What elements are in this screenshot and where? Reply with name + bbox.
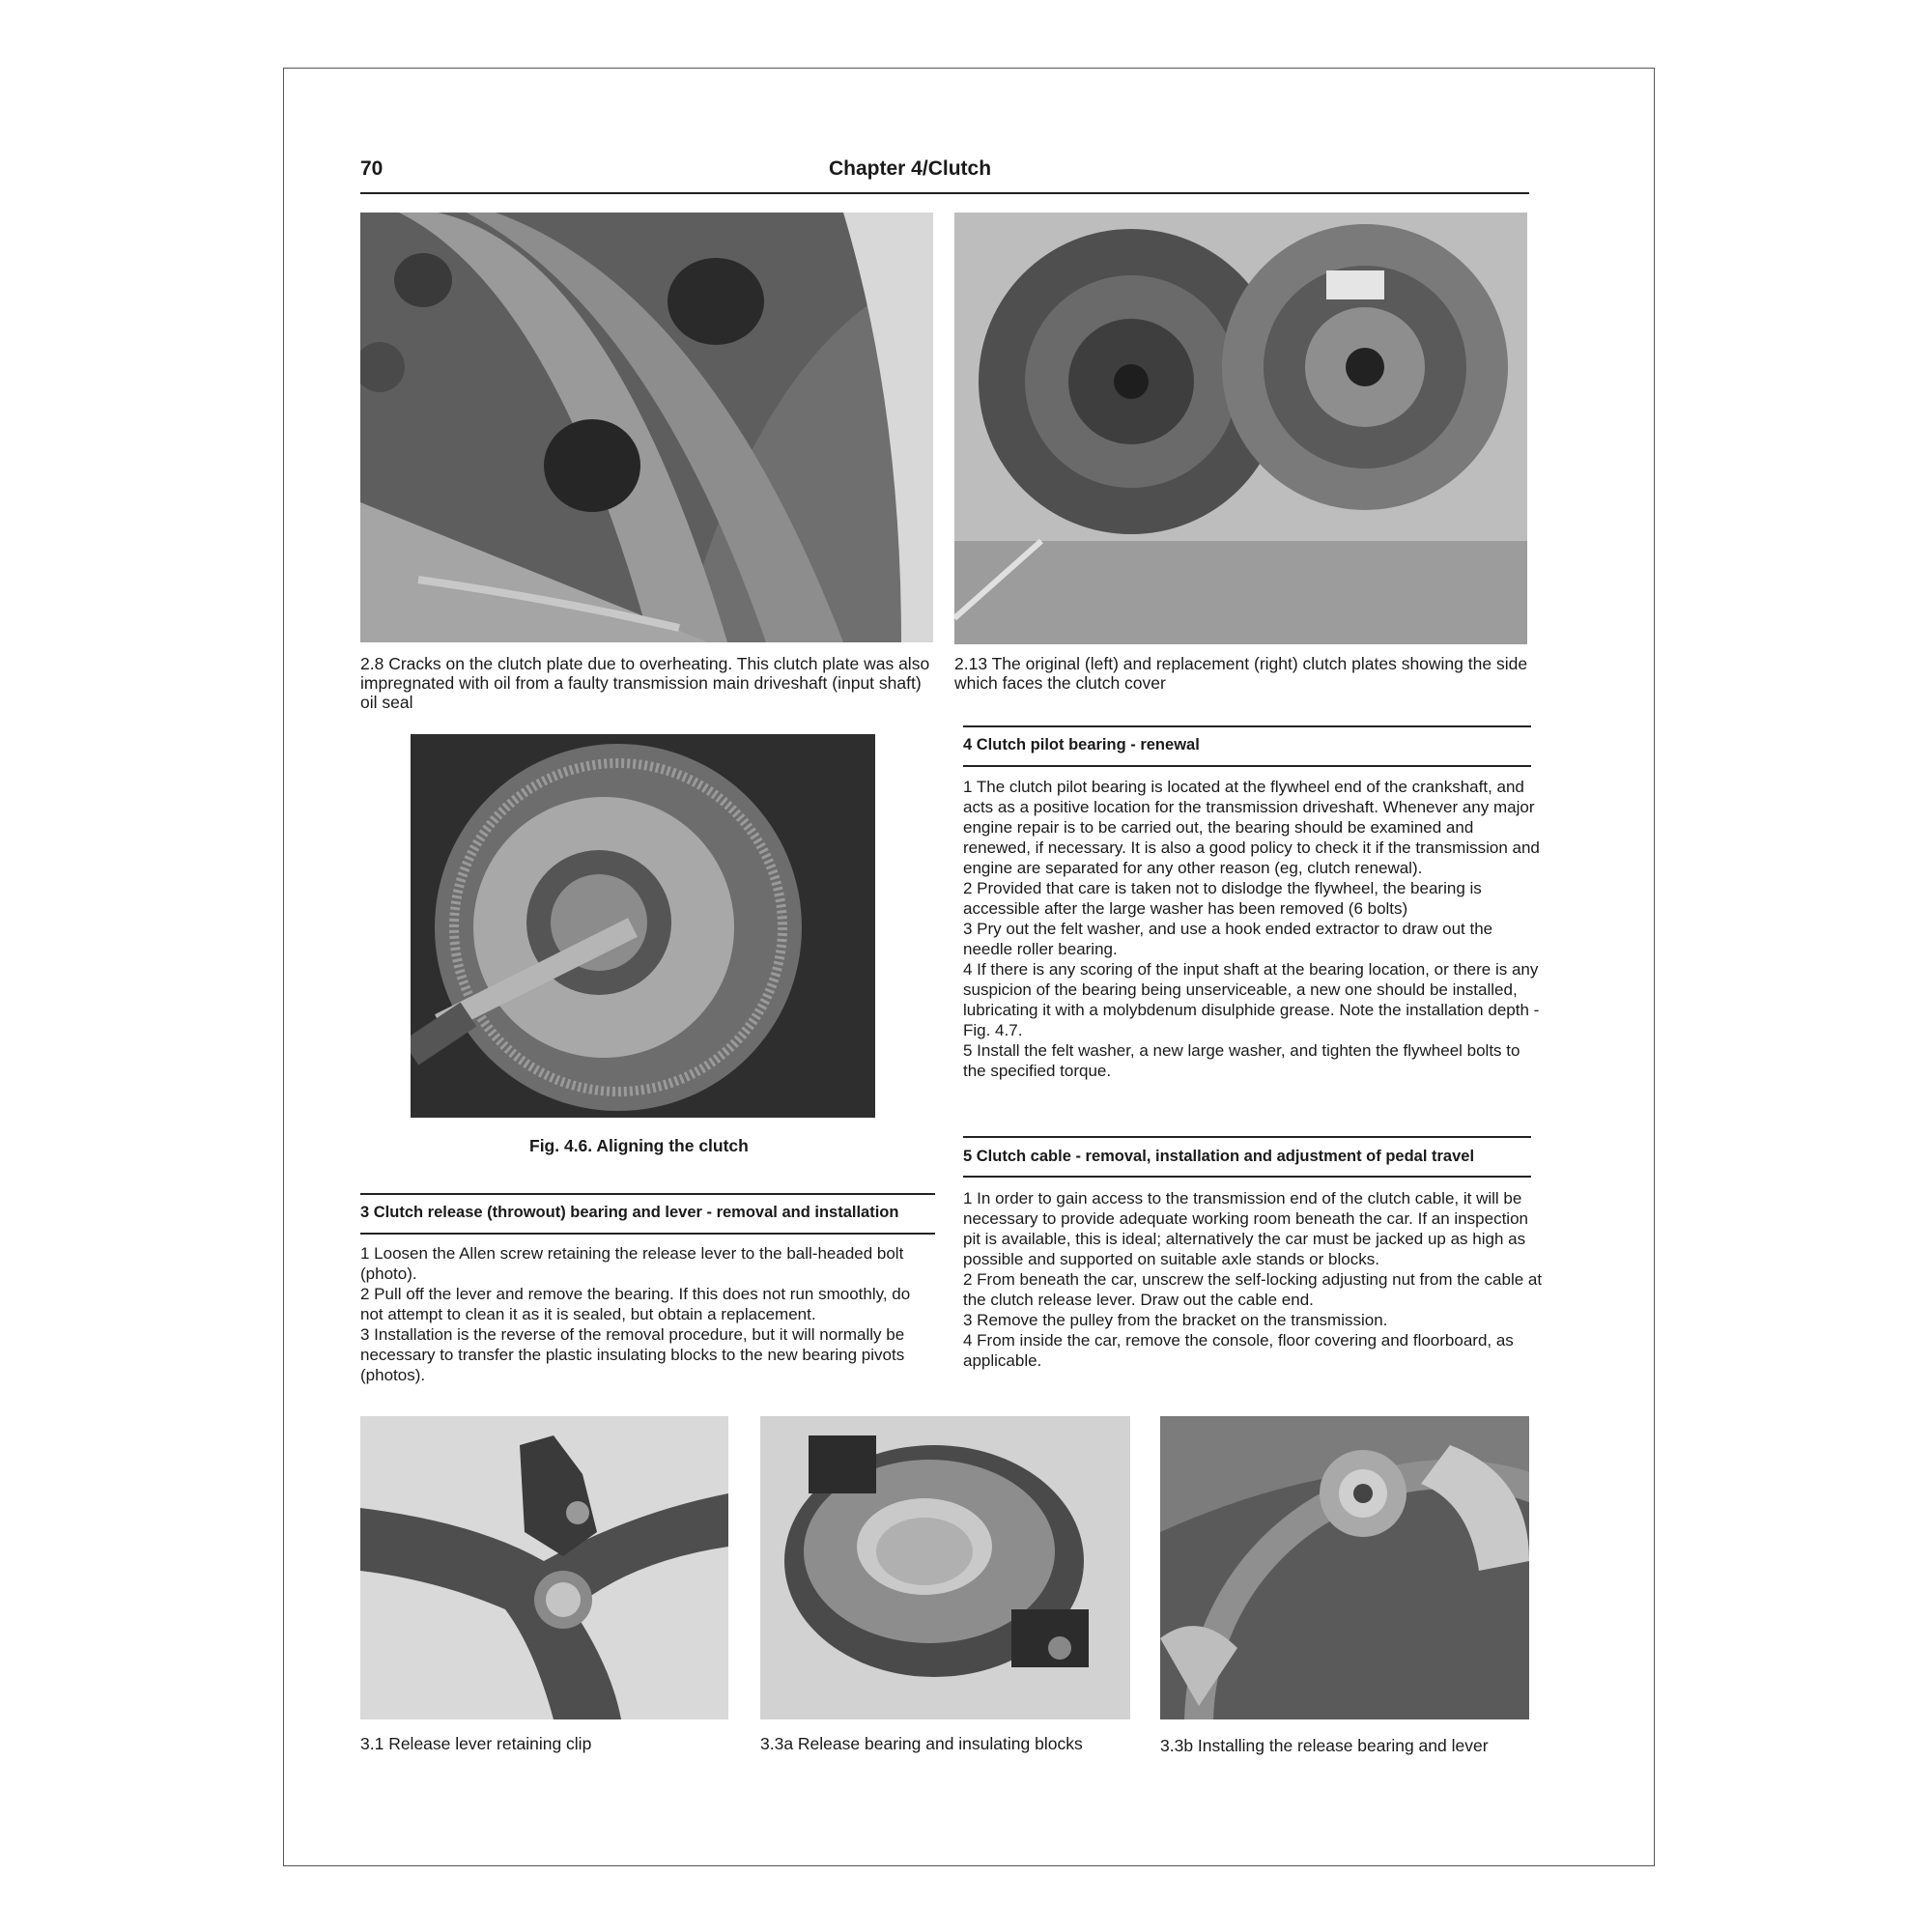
section3-heading: 3 Clutch release (throwout) bearing and lever - removal and installation bbox=[360, 1204, 899, 1221]
section5-paragraph: 4 From inside the car, remove the console, floor covering and floorboard, as applicable. bbox=[963, 1331, 1514, 1370]
photo-2-8-clutch-plate-cracks bbox=[360, 213, 933, 642]
section4-paragraph: 1 The clutch pilot bearing is located at the flywheel end of the crankshaft, and acts as a positive location for the transmission driveshaft. Whenever any major engine repair is to be carried out, the bearing should be examined and renewed, if necessary. It is also a good policy to check it if the transmission and engine are separated for any other reason (eg, clutch renewal). bbox=[963, 778, 1540, 877]
photo-3-3b-installing-bearing bbox=[1160, 1416, 1529, 1719]
photo-3-3a-release-bearing bbox=[760, 1416, 1130, 1719]
section3-top-rule bbox=[360, 1193, 935, 1195]
section5-paragraph: 2 From beneath the car, unscrew the self-locking adjusting nut from the cable at the clutch release lever. Draw out the cable end. bbox=[963, 1270, 1543, 1309]
section3-body bbox=[360, 1243, 930, 1385]
section3-bottom-rule bbox=[360, 1233, 935, 1235]
section4-heading: 4 Clutch pilot bearing - renewal bbox=[963, 736, 1200, 753]
chapter-title: Chapter 4/Clutch bbox=[829, 157, 992, 180]
caption-3-3a: 3.3a Release bearing and insulating blocks bbox=[760, 1734, 1083, 1753]
section4-paragraph: 5 Install the felt washer, a new large washer, and tighten the flywheel bolts to the specified torque. bbox=[963, 1041, 1520, 1080]
section4-bottom-rule bbox=[963, 765, 1531, 767]
section5-heading: 5 Clutch cable - removal, installation and adjustment of pedal travel bbox=[963, 1148, 1475, 1165]
photo-3-1-release-lever-clip bbox=[360, 1416, 728, 1719]
section5-body bbox=[963, 1188, 1543, 1371]
section5-paragraph: 3 Remove the pulley from the bracket on the transmission. bbox=[963, 1311, 1388, 1329]
section3-paragraph: 3 Installation is the reverse of the removal procedure, but it will normally be necessary to transfer the plastic insulating blocks to the new bearing pivots (photos). bbox=[360, 1325, 905, 1384]
caption-2-8: 2.8 Cracks on the clutch plate due to overheating. This clutch plate was also impregnated with oil from a faulty transmission main driveshaft (input shaft) oil seal bbox=[360, 654, 930, 712]
photo-2-13-clutch-plates bbox=[954, 213, 1527, 644]
caption-3-1: 3.1 Release lever retaining clip bbox=[360, 1734, 592, 1753]
section4-body bbox=[963, 777, 1543, 1081]
section3-paragraph: 2 Pull off the lever and remove the bearing. If this does not run smoothly, do not attempt to clean it as it is sealed, but obtain a replacement. bbox=[360, 1285, 911, 1323]
section3-paragraph: 1 Loosen the Allen screw retaining the release lever to the ball-headed bolt (photo). bbox=[360, 1244, 904, 1283]
caption-fig-4-6: Fig. 4.6. Aligning the clutch bbox=[529, 1136, 749, 1155]
header-rule bbox=[360, 192, 1529, 194]
section5-bottom-rule bbox=[963, 1176, 1531, 1178]
figure-4-6-clutch-alignment bbox=[411, 734, 875, 1118]
section5-paragraph: 1 In order to gain access to the transmission end of the clutch cable, it will be necessary to provide adequate working room beneath the car. If an inspection pit is available, this is ideal; alternatively the car must be jacked up as high as possible and supported on suitable axle stands or blocks. bbox=[963, 1189, 1528, 1268]
section5-top-rule bbox=[963, 1136, 1531, 1138]
caption-2-13: 2.13 The original (left) and replacement (right) clutch plates showing the side which faces the clutch cover bbox=[954, 654, 1528, 693]
section4-paragraph: 3 Pry out the felt washer, and use a hook ended extractor to draw out the needle roller bearing. bbox=[963, 920, 1493, 958]
section4-top-rule bbox=[963, 725, 1531, 727]
section4-paragraph: 2 Provided that care is taken not to dislodge the flywheel, the bearing is accessible after the large washer has been removed (6 bolts) bbox=[963, 879, 1482, 918]
page-number: 70 bbox=[360, 157, 384, 180]
section4-paragraph: 4 If there is any scoring of the input shaft at the bearing location, or there is any suspicion of the bearing being unserviceable, a new one should be installed, lubricating it with a molybdenum disulphide grease. Note the installation depth - Fig. 4.7. bbox=[963, 960, 1540, 1039]
caption-3-3b: 3.3b Installing the release bearing and lever bbox=[1160, 1736, 1489, 1755]
